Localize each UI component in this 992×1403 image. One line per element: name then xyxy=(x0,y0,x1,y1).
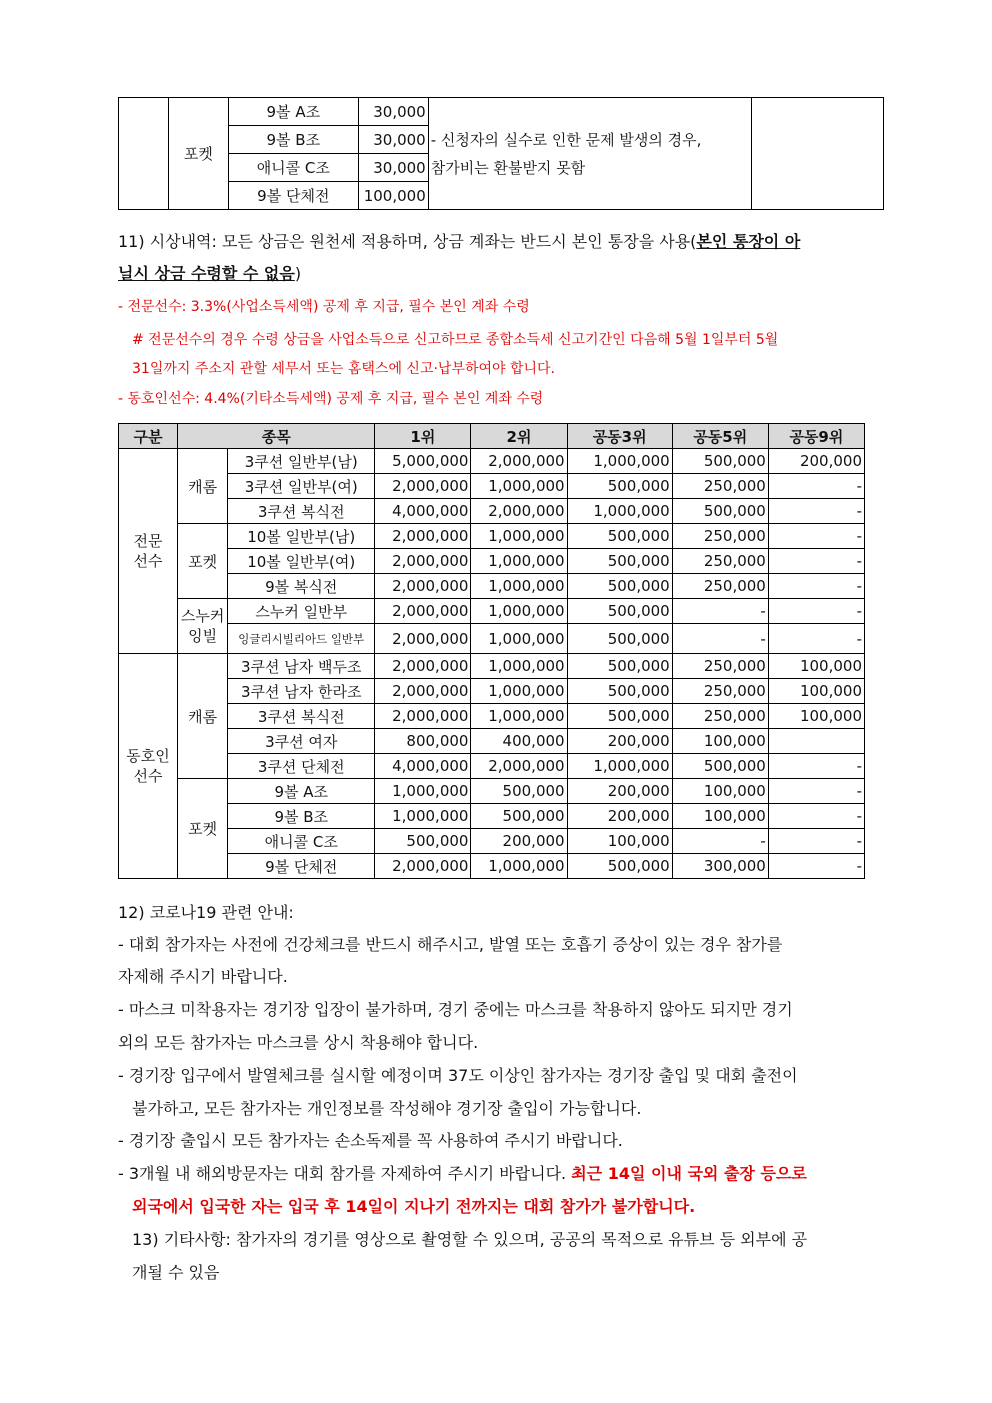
group-amateur xyxy=(119,654,178,879)
prize-3rd: 200,000 xyxy=(567,804,672,829)
prize-1st: 4,000,000 xyxy=(375,754,471,779)
prize-1st: 5,000,000 xyxy=(375,449,471,474)
prize-5th: 250,000 xyxy=(672,524,768,549)
prize-5th: 250,000 xyxy=(672,574,768,599)
header-1st: 1위 xyxy=(375,424,471,449)
header-event: 종목 xyxy=(178,424,375,449)
prize-5th: 100,000 xyxy=(672,729,768,754)
prize-3rd: 500,000 xyxy=(567,679,672,704)
prize-3rd: 500,000 xyxy=(567,854,672,879)
prize-3rd: 100,000 xyxy=(567,829,672,854)
header-5th: 공동5위 xyxy=(672,424,768,449)
section11-paren: ) xyxy=(294,264,302,283)
fee-amount: 30,000 xyxy=(358,98,428,126)
prize-9th: - xyxy=(768,854,864,879)
covid-p1-l1: - 대회 참가자는 사전에 건강체크를 반드시 해주시고, 발열 또는 호흡기 증상이 있는 경우 참가를 xyxy=(118,935,783,954)
prize-2nd: 1,000,000 xyxy=(471,599,567,624)
prize-3rd: 500,000 xyxy=(567,624,672,654)
prize-9th: - xyxy=(768,524,864,549)
prize-5th: 250,000 xyxy=(672,704,768,729)
prize-9th: - xyxy=(768,599,864,624)
event-cell: 9볼 A조 xyxy=(228,779,375,804)
covid-p5-red2: 외국에서 입국한 자는 입국 후 14일이 지나기 전까지는 대회 참가가 불가합니다. xyxy=(132,1197,696,1216)
prize-9th: 100,000 xyxy=(768,654,864,679)
prize-2nd: 1,000,000 xyxy=(471,854,567,879)
prize-9th: - xyxy=(768,549,864,574)
amateur-tax-line: - 동호인선수: 4.4%(기타소득세액) 공제 후 지급, 필수 본인 계좌 수령 xyxy=(118,391,544,407)
prize-5th: 100,000 xyxy=(672,804,768,829)
prize-3rd: 500,000 xyxy=(567,474,672,499)
prize-1st: 500,000 xyxy=(375,829,471,854)
prize-5th: 100,000 xyxy=(672,779,768,804)
header-3rd: 공동3위 xyxy=(567,424,672,449)
header-2nd: 2위 xyxy=(471,424,567,449)
prize-1st: 1,000,000 xyxy=(375,779,471,804)
prize-3rd: 200,000 xyxy=(567,729,672,754)
prize-5th: - xyxy=(672,829,768,854)
prize-1st: 2,000,000 xyxy=(375,624,471,654)
section12-title: 12) 코로나19 관련 안내: xyxy=(118,903,294,922)
prize-2nd: 2,000,000 xyxy=(471,754,567,779)
prize-3rd: 500,000 xyxy=(567,704,672,729)
section11-underlined-2: 닐시 상금 수령할 수 없음 xyxy=(118,264,295,283)
event-cell: 3쿠션 단체전 xyxy=(228,754,375,779)
event-cell: 10볼 일반부(남) xyxy=(228,524,375,549)
prize-1st: 2,000,000 xyxy=(375,474,471,499)
prize-1st: 800,000 xyxy=(375,729,471,754)
section13-l1: 13) 기타사항: 참가자의 경기를 영상으로 촬영할 수 있으며, 공공의 목적으로 유튜브 등 외부에 공 xyxy=(132,1230,808,1249)
group-pro-l1: 전문 xyxy=(133,532,163,550)
header-9th: 공동9위 xyxy=(768,424,864,449)
group-amateur-l1: 동호인 xyxy=(126,747,170,765)
event-cell: 3쿠션 일반부(남) xyxy=(228,449,375,474)
prize-1st: 1,000,000 xyxy=(375,804,471,829)
prize-1st: 4,000,000 xyxy=(375,499,471,524)
prize-3rd: 500,000 xyxy=(567,654,672,679)
prize-9th xyxy=(768,729,864,754)
fee-event: 9볼 단체전 xyxy=(228,182,358,210)
prize-table xyxy=(118,423,865,879)
prize-1st: 2,000,000 xyxy=(375,549,471,574)
prize-2nd: 1,000,000 xyxy=(471,549,567,574)
covid-p5-l1 xyxy=(118,1164,807,1184)
prize-9th: - xyxy=(768,754,864,779)
prize-2nd: 1,000,000 xyxy=(471,574,567,599)
event-cell: 3쿠션 일반부(여) xyxy=(228,474,375,499)
prize-1st: 2,000,000 xyxy=(375,654,471,679)
sub-carom: 캐롬 xyxy=(178,654,228,779)
covid-p2-l1: - 마스크 미착용자는 경기장 입장이 불가하며, 경기 중에는 마스크를 착용하지 않아도 되지만 경기 xyxy=(118,1000,793,1019)
prize-5th: 250,000 xyxy=(672,654,768,679)
section11-line1 xyxy=(118,232,800,252)
prize-3rd: 200,000 xyxy=(567,779,672,804)
fee-blank-right xyxy=(752,98,884,210)
fee-amount: 30,000 xyxy=(358,126,428,154)
prize-2nd: 500,000 xyxy=(471,804,567,829)
prize-2nd: 2,000,000 xyxy=(471,499,567,524)
prize-2nd: 1,000,000 xyxy=(471,654,567,679)
prize-1st: 2,000,000 xyxy=(375,854,471,879)
prize-1st: 2,000,000 xyxy=(375,704,471,729)
prize-9th: - xyxy=(768,779,864,804)
sub-snooker-l1: 스누커 xyxy=(180,607,225,625)
fee-amount: 100,000 xyxy=(358,182,428,210)
fee-note-line2: 참가비는 환불받지 못함 xyxy=(430,158,586,177)
prize-9th: - xyxy=(768,829,864,854)
prize-1st: 2,000,000 xyxy=(375,524,471,549)
section13-l2: 개될 수 있음 xyxy=(132,1263,220,1282)
prize-5th: 500,000 xyxy=(672,499,768,524)
sub-pocket: 포켓 xyxy=(178,524,228,599)
prize-2nd: 1,000,000 xyxy=(471,474,567,499)
covid-p1-l2: 자제해 주시기 바랍니다. xyxy=(118,967,288,986)
event-cell: 3쿠션 복식전 xyxy=(228,704,375,729)
prize-5th: - xyxy=(672,624,768,654)
fee-category: 포켓 xyxy=(168,98,228,210)
sub-carom: 캐롬 xyxy=(178,449,228,524)
event-cell: 잉글리시빌리아드 일반부 xyxy=(228,624,375,654)
prize-2nd: 2,000,000 xyxy=(471,449,567,474)
group-pro-l2: 선수 xyxy=(133,552,163,570)
prize-9th: 100,000 xyxy=(768,704,864,729)
fee-note xyxy=(428,98,751,210)
prize-9th: 200,000 xyxy=(768,449,864,474)
covid-p4: - 경기장 출입시 모든 참가자는 손소독제를 꼭 사용하여 주시기 바랍니다. xyxy=(118,1131,623,1150)
covid-p3-l1: - 경기장 입구에서 발열체크를 실시할 예정이며 37도 이상인 참가자는 경기장 출입 및 대회 출전이 xyxy=(118,1066,798,1085)
prize-9th: - xyxy=(768,574,864,599)
event-cell: 3쿠션 남자 백두조 xyxy=(228,654,375,679)
event-cell: 3쿠션 복식전 xyxy=(228,499,375,524)
pro-tax-note-2: 31일까지 주소지 관할 세무서 또는 홈택스에 신고·납부하여야 합니다. xyxy=(132,361,556,377)
fee-note-line1: - 신청자의 실수로 인한 문제 발생의 경우, xyxy=(430,130,702,149)
event-cell: 9볼 복식전 xyxy=(228,574,375,599)
prize-3rd: 1,000,000 xyxy=(567,754,672,779)
event-cell: 애니콜 C조 xyxy=(228,829,375,854)
covid-p3-l2: 불가하고, 모든 참가자는 개인정보를 작성해야 경기장 출입이 가능합니다. xyxy=(132,1099,642,1118)
fee-blank-left xyxy=(119,98,169,210)
pro-tax-line: - 전문선수: 3.3%(사업소득세액) 공제 후 지급, 필수 본인 계좌 수령 xyxy=(118,299,530,315)
prize-1st: 2,000,000 xyxy=(375,599,471,624)
prize-1st: 2,000,000 xyxy=(375,574,471,599)
prize-5th: 250,000 xyxy=(672,549,768,574)
prize-3rd: 500,000 xyxy=(567,549,672,574)
prize-9th: - xyxy=(768,804,864,829)
prize-5th: 500,000 xyxy=(672,449,768,474)
prize-3rd: 500,000 xyxy=(567,524,672,549)
prize-9th: - xyxy=(768,624,864,654)
prize-9th: 100,000 xyxy=(768,679,864,704)
event-cell: 9볼 B조 xyxy=(228,804,375,829)
fee-event: 9볼 A조 xyxy=(228,98,358,126)
prize-9th: - xyxy=(768,474,864,499)
sub-snooker xyxy=(178,599,228,654)
covid-p5-plain: - 3개월 내 해외방문자는 대회 참가를 자제하여 주시기 바랍니다. xyxy=(118,1164,572,1183)
sub-snooker-l2: 잉빌 xyxy=(188,627,218,645)
section11-line2 xyxy=(118,264,301,284)
prize-3rd: 1,000,000 xyxy=(567,449,672,474)
event-cell: 스누커 일반부 xyxy=(228,599,375,624)
prize-2nd: 1,000,000 xyxy=(471,624,567,654)
prize-2nd: 1,000,000 xyxy=(471,524,567,549)
prize-2nd: 1,000,000 xyxy=(471,679,567,704)
group-pro xyxy=(119,449,178,654)
fee-event: 9볼 B조 xyxy=(228,126,358,154)
header-division: 구분 xyxy=(119,424,178,449)
prize-5th: 250,000 xyxy=(672,474,768,499)
group-amateur-l2: 선수 xyxy=(133,767,163,785)
pro-tax-note-1: # 전문선수의 경우 수령 상금을 사업소득으로 신고하므로 종합소득세 신고기간인 다음해 5월 1일부터 5월 xyxy=(132,332,779,348)
prize-3rd: 1,000,000 xyxy=(567,499,672,524)
fee-event: 애니콜 C조 xyxy=(228,154,358,182)
prize-1st: 2,000,000 xyxy=(375,679,471,704)
covid-p2-l2: 외의 모든 참가자는 마스크를 상시 착용해야 합니다. xyxy=(118,1033,479,1052)
prize-5th: 250,000 xyxy=(672,679,768,704)
fee-amount: 30,000 xyxy=(358,154,428,182)
event-cell: 3쿠션 여자 xyxy=(228,729,375,754)
prize-9th: - xyxy=(768,499,864,524)
section11-text: 11) 시상내역: 모든 상금은 원천세 적용하며, 상금 계좌는 반드시 본인 통장을 사용( xyxy=(118,232,697,251)
prize-5th: - xyxy=(672,599,768,624)
prize-2nd: 500,000 xyxy=(471,779,567,804)
event-cell: 3쿠션 남자 한라조 xyxy=(228,679,375,704)
section11-underlined-1: 본인 통장이 아 xyxy=(696,232,801,251)
sub-pocket: 포켓 xyxy=(178,779,228,879)
prize-3rd: 500,000 xyxy=(567,599,672,624)
covid-p5-red1: 최근 14일 이내 국외 출장 등으로 xyxy=(571,1164,807,1183)
event-cell: 9볼 단체전 xyxy=(228,854,375,879)
prize-2nd: 200,000 xyxy=(471,829,567,854)
event-cell: 10볼 일반부(여) xyxy=(228,549,375,574)
prize-2nd: 400,000 xyxy=(471,729,567,754)
prize-3rd: 500,000 xyxy=(567,574,672,599)
prize-2nd: 1,000,000 xyxy=(471,704,567,729)
prize-5th: 500,000 xyxy=(672,754,768,779)
fee-table xyxy=(118,97,884,210)
prize-5th: 300,000 xyxy=(672,854,768,879)
